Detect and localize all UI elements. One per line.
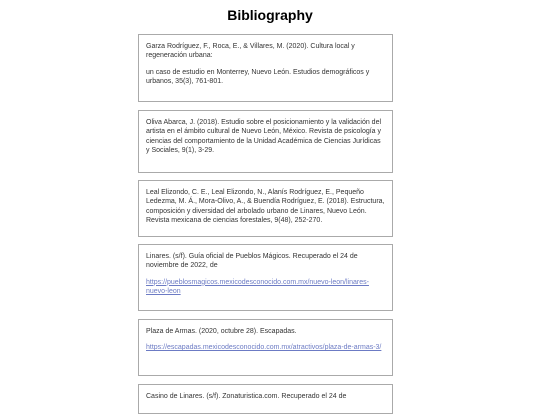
bibliography-entry-4 (138, 244, 393, 311)
entry-text-continued: un caso de estudio en Monterrey, Nuevo León. Estudios demográficos y urbanos, 35(3), 761-801. (146, 68, 370, 86)
entry-text: Garza Rodríguez, F., Roca, E., & Villares, M. (2020). Cultura local y regeneración urbana: (146, 43, 355, 60)
bibliography-entry-5 (138, 319, 393, 376)
entry-text: Oliva Abarca, J. (2018). Estudio sobre el posicionamiento y la validación del artista en el ámbito cultural de Nuevo León, México. Revista de psicología y ciencias del comportamiento de la Unidad Académica de Ciencias Jurídicas y Sociales, 9(1), 3-29. (146, 119, 382, 155)
entry-text: Leal Elizondo, C. E., Leal Elizondo, N., Alanís Rodríguez, E., Pequeño Ledezma, M. Á., Mora-Olivo, A., & Buendía Rodríguez, E. (2018). Estructura, composición y diversidad del arbolado urbano de Linares, Nuevo León. Revista mexicana de ciencias forestales, 9(48), 252-270. (146, 189, 385, 225)
bibliography-entry-6 (138, 384, 393, 414)
entry-text: Plaza de Armas. (2020, octubre 28). Escapadas. (146, 328, 297, 335)
bibliography-entry-3 (138, 180, 393, 237)
entry-link[interactable]: https://pueblosmagicos.mexicodesconocido.com.mx/nuevo-leon/linares-nuevo-leon (146, 278, 369, 296)
entry-text: Linares. (s/f). Guía oficial de Pueblos Mágicos. Recuperado el 24 de noviembre de 2022, de (146, 253, 358, 270)
bibliography-entry-2 (138, 110, 393, 173)
page-title: Bibliography (227, 7, 313, 23)
entry-text: Casino de Linares. (s/f). Zonaturistica.com. Recuperado el 24 de (146, 393, 347, 400)
bibliography-entry-1 (138, 34, 393, 102)
entry-link[interactable]: https://escapadas.mexicodesconocido.com.mx/atractivos/plaza-de-armas-3/ (146, 344, 382, 352)
